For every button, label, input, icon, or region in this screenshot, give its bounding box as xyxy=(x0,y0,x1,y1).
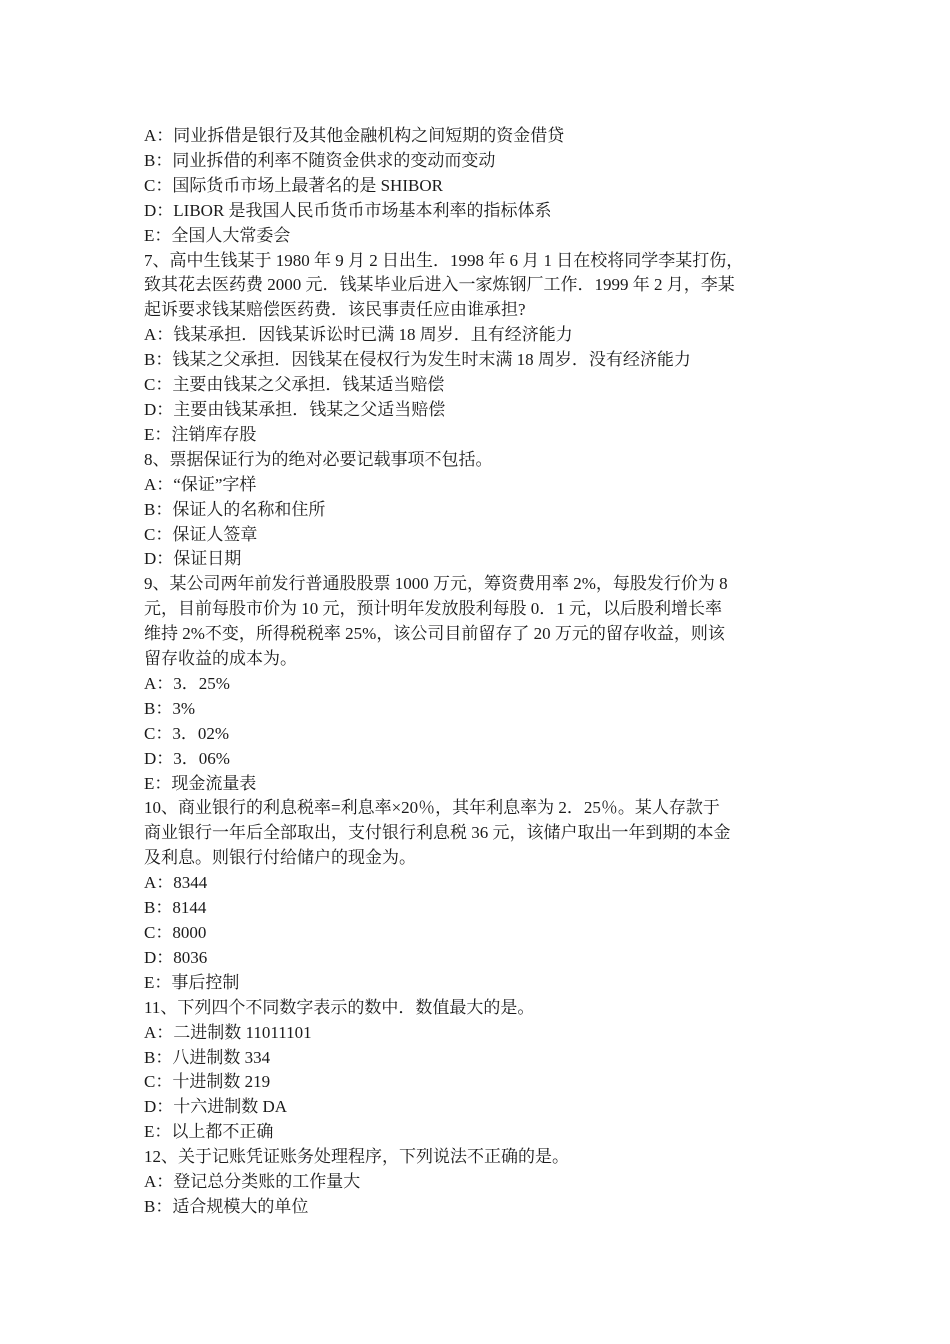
option-d: D：LIBOR 是我国人民币货币市场基本利率的指标体系 xyxy=(144,200,552,220)
option-d: D：十六进制数 DA xyxy=(144,1097,288,1117)
option-d: D：保证日期 xyxy=(144,549,242,569)
option-c: C：8000 xyxy=(144,923,207,942)
option-d: D：3．06% xyxy=(144,748,230,768)
question-10-line-2: 商业银行一年后全部取出，支付银行利息税 36 元，该储户取出一年到期的本金 xyxy=(144,823,731,843)
option-a: A：3．25% xyxy=(144,673,230,693)
question-9-line-4: 留存收益的成本为。 xyxy=(144,649,297,669)
option-d: D：8036 xyxy=(144,947,208,967)
question-8: 8、票据保证行为的绝对必要记载事项不包括。 xyxy=(144,449,493,469)
option-c: C：十进制数 219 xyxy=(144,1072,271,1092)
document-page xyxy=(144,124,816,1220)
option-e: E：注销库存股 xyxy=(144,424,257,444)
question-12: 12、关于记账凭证账务处理程序，下列说法不正确的是。 xyxy=(144,1147,569,1167)
option-c: C：国际货币市场上最著名的是 SHIBOR xyxy=(144,175,443,195)
option-a: A：二进制数 11011101 xyxy=(144,1022,312,1042)
question-9-line-3: 维持 2%不变，所得税税率 25%，该公司目前留存了 20 万元的留存收益，则该 xyxy=(144,624,725,644)
option-a: A：“保证”字样 xyxy=(144,474,257,494)
option-a: A：同业拆借是银行及其他金融机构之间短期的资金借贷 xyxy=(144,126,565,145)
option-e: E：现金流量表 xyxy=(144,773,257,793)
option-a: A：登记总分类账的工作量大 xyxy=(144,1172,361,1192)
option-b: B：适合规模大的单位 xyxy=(144,1196,309,1216)
option-e: E：事后控制 xyxy=(144,972,240,992)
question-10-line-1: 10、商业银行的利息税率=利息率×20％，其年利息率为 2．25％。某人存款于 xyxy=(144,798,720,818)
option-b: B：同业拆借的利率不随资金供求的变动而变动 xyxy=(144,150,496,170)
question-9-line-2: 元，目前每股市价为 10 元，预计明年发放股利每股 0．1 元，以后股利增长率 xyxy=(144,599,722,619)
option-a: A：钱某承担．因钱某诉讼时已满 18 周岁．且有经济能力 xyxy=(144,325,573,345)
option-b: B：3% xyxy=(144,698,195,718)
question-7-line-1: 7、高中生钱某于 1980 年 9 月 2 日出生．1998 年 6 月 1 日在校将同学李某打伤， xyxy=(144,250,744,270)
option-b: B：保证人的名称和住所 xyxy=(144,499,326,519)
question-10-line-3: 及利息。则银行付给储户的现金为。 xyxy=(144,848,416,868)
option-c: C：3．02% xyxy=(144,723,229,743)
option-c: C：主要由钱某之父承担．钱某适当赔偿 xyxy=(144,375,445,395)
option-e: E：以上都不正确 xyxy=(144,1122,274,1142)
option-e: E：全国人大常委会 xyxy=(144,225,291,245)
option-b: B：8144 xyxy=(144,898,207,918)
option-a: A：8344 xyxy=(144,873,208,893)
option-d: D：主要由钱某承担．钱某之父适当赔偿 xyxy=(144,399,446,419)
option-c: C：保证人签章 xyxy=(144,524,258,544)
question-7-line-3: 起诉要求钱某赔偿医药费．该民事责任应由谁承担? xyxy=(144,300,526,320)
option-b: B：钱某之父承担．因钱某在侵权行为发生时末满 18 周岁．没有经济能力 xyxy=(144,350,691,370)
option-b: B：八进制数 334 xyxy=(144,1047,271,1067)
question-11: 11、下列四个不同数字表示的数中．数值最大的是。 xyxy=(144,997,535,1017)
question-9-line-1: 9、某公司两年前发行普通股股票 1000 万元，筹资费用率 2%，每股发行价为 8 xyxy=(144,574,728,594)
question-7-line-2: 致其花去医药费 2000 元．钱某毕业后进入一家炼钢厂工作．1999 年 2 月，李某 xyxy=(144,275,735,295)
